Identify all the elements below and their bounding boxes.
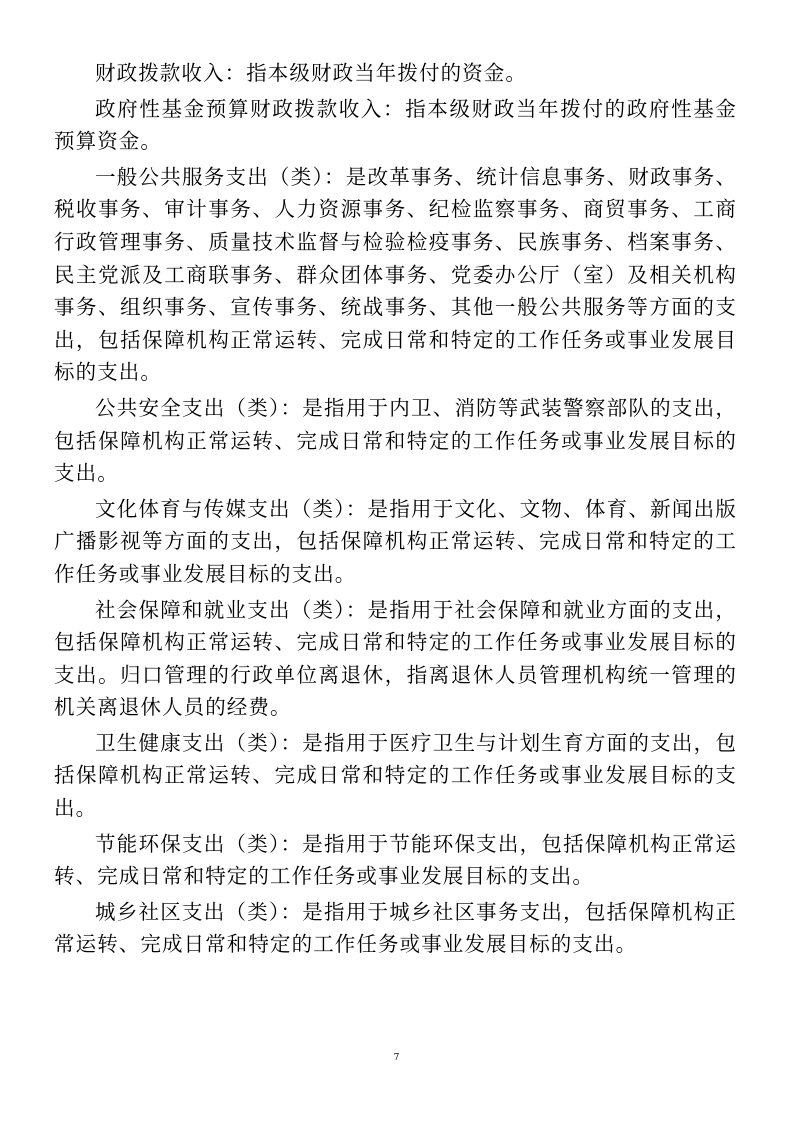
paragraph-health: 卫生健康支出（类）：是指用于医疗卫生与计划生育方面的支出，包括保障机构正常运转、完成日常和特定的工作任务或事业发展目标的支出。 bbox=[54, 730, 737, 821]
document-body bbox=[54, 57, 737, 964]
paragraph-culture-sports-media: 文化体育与传媒支出（类）：是指用于文化、文物、体育、新闻出版广播影视等方面的支出，包括保障机构正常运转、完成日常和特定的工作任务或事业发展目标的支出。 bbox=[54, 496, 737, 586]
paragraph-government-fund-income: 政府性基金预算财政拨款收入：指本级财政当年拨付的政府性基金预算资金。 bbox=[54, 96, 737, 154]
paragraph-general-public-services: 一般公共服务支出（类）：是改革事务、统计信息事务、财政事务、税收事务、审计事务、人力资源事务、纪检监察事务、商贸事务、工商行政管理事务、质量技术监督与检验检疫事务、民族事务、档案事务、民主党派及工商联事务、群众团体事务、党委办公厅（室）及相关机构事务、组织事务、宣传事务、统战事务、其他一般公共服务等方面的支出，包括保障机构正常运转、完成日常和特定的工作任务或事业发展目标的支出。 bbox=[54, 164, 737, 385]
paragraph-public-security: 公共安全支出（类）：是指用于内卫、消防等武装警察部队的支出，包括保障机构正常运转、完成日常和特定的工作任务或事业发展目标的支出。 bbox=[54, 395, 737, 486]
paragraph-fiscal-appropriation-income: 财政拨款收入：指本级财政当年拨付的资金。 bbox=[95, 61, 527, 85]
paragraph-energy-environment: 节能环保支出（类）：是指用于节能环保支出，包括保障机构正常运转、完成日常和特定的工作任务或事业发展目标的支出。 bbox=[54, 831, 737, 889]
page-number: 7 bbox=[393, 1053, 400, 1063]
paragraph-social-security-employment: 社会保障和就业支出（类）：是指用于社会保障和就业方面的支出，包括保障机构正常运转、完成日常和特定的工作任务或事业发展目标的支出。归口管理的行政单位离退休，指离退休人员管理机构统一管理的机关离退休人员的经费。 bbox=[54, 597, 737, 720]
paragraph-urban-rural-community: 城乡社区支出（类）：是指用于城乡社区事务支出，包括保障机构正常运转、完成日常和特定的工作任务或事业发展目标的支出。 bbox=[54, 899, 737, 957]
